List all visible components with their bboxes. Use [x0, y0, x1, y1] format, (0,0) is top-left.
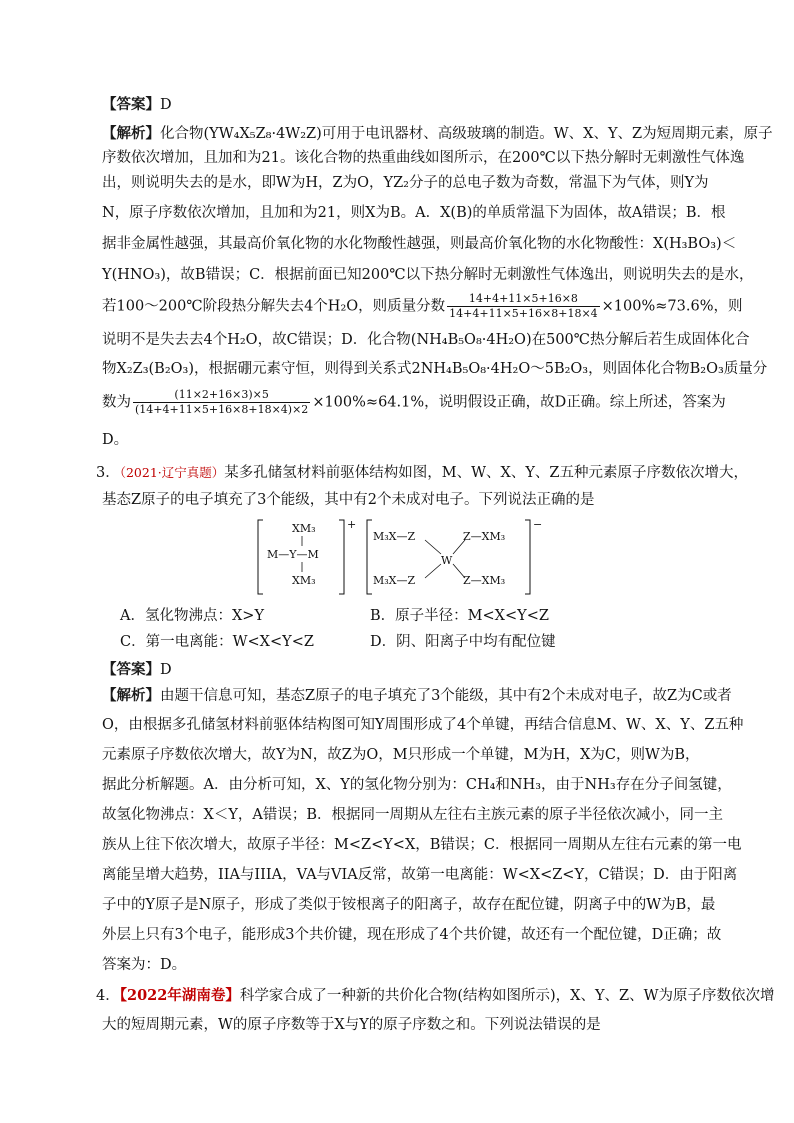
analysis-text: 外层上只有3个电子，能形成3个共价键，现在形成了4个共价键，故还有一个配位键，D正确；故: [102, 927, 722, 943]
analysis-text: 元素原子序数依次增大，故Y为N，故Z为O，M只形成一个单键，M为H，X为C，则W为B，: [102, 747, 700, 763]
answer-value: D: [160, 662, 172, 678]
analysis-label: 【解析】: [102, 687, 160, 704]
bracket-right: [525, 520, 530, 594]
analysis-text: 答案为：D。: [102, 957, 187, 973]
structure-svg: [255, 518, 555, 598]
anion-top-left: M₃X—Z: [373, 530, 416, 543]
question-text: 大的短周期元素，W的原子序数等于X与Y的原子序数之和。下列说法错误的是: [102, 1017, 601, 1033]
anion-charge: −: [533, 518, 543, 531]
option-c[interactable]: C．第一电离能：W<X<Y<Z: [120, 634, 314, 650]
analysis-formula-line: [102, 292, 743, 321]
analysis-text: 由题干信息可知，基态Z原子的电子填充了3个能级，其中有2个未成对电子，故Z为C或者: [160, 688, 732, 704]
bond: [425, 540, 441, 554]
analysis-text: 离能呈增大趋势，IIA与IIIA，VA与VIA反常，故第一电离能：W<X<Z<Y，C错误；D．由于阳离: [102, 867, 738, 883]
analysis-text: 据此分析解题。A．由分析可知，X、Y的氢化物分别为：CH₄和NH₃，由于NH₃存在分子间氢键，: [102, 777, 732, 793]
anion-bottom-right: Z—XM₃: [463, 574, 506, 587]
bracket-left: [367, 520, 372, 594]
analysis-formula-line: [102, 388, 726, 417]
option-d[interactable]: D．阴、阳离子中均有配位键: [370, 634, 556, 650]
fraction-denominator: 14+4+11×5+16×8+18×4: [449, 307, 598, 320]
cation-top: XM₃: [292, 522, 316, 535]
analysis-line: [102, 683, 732, 709]
analysis-text: Y(HNO₃)，故B错误；C．根据前面已知200℃以下热分解时无刺激性气体逸出，则说明失去的是水，: [102, 267, 754, 283]
cation-charge: +: [347, 518, 357, 531]
question-text: 某多孔储氢材料前驱体结构如图，M、W、X、Y、Z五种元素原子序数依次增大，: [224, 465, 748, 481]
cation-middle: M—Y—M: [267, 548, 319, 561]
anion-bottom-left: M₃X—Z: [373, 574, 416, 587]
option-a[interactable]: A．氢化物沸点：X>Y: [120, 608, 265, 624]
answer-value: D: [160, 97, 172, 113]
anion-top-right: Z—XM₃: [463, 530, 506, 543]
question-stem: [96, 983, 775, 1009]
analysis-text: 说明不是失去去4个H₂O，故C错误；D．化合物(NH₄B₅O₈·4H₂O)在500℃热分解后若生成固体化合: [102, 332, 750, 348]
analysis-text: 化合物(YW₄X₅Z₈·4W₂Z)可用于电讯器材、高级玻璃的制造。W、X、Y、Z为短周期元素，原子: [160, 126, 773, 142]
analysis-text: 据非金属性越强，其最高价氧化物的水化物酸性越强，则最高价氧化物的水化物酸性：X(H₃BO₃)＜: [102, 236, 737, 252]
fraction: [133, 388, 310, 417]
bracket-left: [258, 520, 263, 594]
analysis-text: 故氢化物沸点：X＜Y，A错误；B．根据同一周期从左往右主族元素的原子半径依次减小，同一主: [102, 807, 724, 823]
question-number: 3．: [96, 465, 120, 481]
analysis-text: 数为: [102, 394, 131, 411]
fraction: [447, 292, 600, 321]
answer-label: 【答案】: [102, 96, 160, 113]
options-row: [120, 604, 620, 629]
bond: [425, 564, 441, 578]
question-source: （2021·辽宁真题）: [119, 465, 225, 480]
question-text: 科学家合成了一种新的共价化合物(结构如图所示)，X、Y、Z、W为原子序数依次增: [239, 988, 775, 1004]
answer-line: [102, 657, 694, 683]
analysis-text: ×100%≈64.1%，说明假设正确，故D正确。综上所述，答案为: [312, 394, 726, 411]
analysis-text: D。: [102, 432, 129, 448]
answer-label: 【答案】: [102, 661, 160, 678]
question-number: 4．: [96, 988, 120, 1004]
anion-center: W: [441, 554, 453, 567]
analysis-text: 族从上往下依次增大，故原子半径：M<Z<Y<X，B错误；C．根据同一周期从左往右元素的第一电: [102, 837, 742, 853]
analysis-text: 若100～200℃阶段热分解失去4个H₂O，则质量分数: [102, 298, 446, 315]
analysis-text: O，由根据多孔储氢材料前驱体结构图可知Y周围形成了4个单键，再结合信息M、W、X、Y、Z五种: [102, 717, 744, 733]
fraction-denominator: (14+4+11×5+16×8+18×4)×2: [135, 403, 309, 416]
analysis-label: 【解析】: [102, 125, 160, 142]
analysis-line: [102, 121, 773, 147]
analysis-text: 物X₂Z₃(B₂O₃)，根据硼元素守恒，则得到关系式2NH₄B₅O₈·4H₂O～5B₂O₃，则固体化合物B₂O₃质量分: [102, 361, 768, 377]
analysis-text: 出，则说明失去的是水，即W为H，Z为O，YZ₂分子的总电子数为奇数，常温下为气体，则Y为: [102, 175, 709, 191]
options-row: [120, 630, 620, 655]
question-stem: [96, 460, 748, 486]
fraction-numerator: 14+4+11×5+16×8: [447, 292, 600, 307]
analysis-text: 序数依次增加，且加和为21。该化合物的热重曲线如图所示，在200℃以下热分解时无刺激性气体逸: [102, 150, 745, 166]
analysis-text: ×100%≈73.6%，则: [601, 298, 743, 315]
question-text: 基态Z原子的电子填充了3个能级，其中有2个未成对电子。下列说法正确的是: [102, 492, 595, 508]
structure-diagram: [255, 518, 555, 598]
fraction-numerator: (11×2+16×3)×5: [133, 388, 310, 403]
option-b[interactable]: B．原子半径：M<X<Y<Z: [370, 608, 549, 624]
answer-line: [102, 92, 694, 118]
analysis-text: 子中的Y原子是N原子，形成了类似于铵根离子的阳离子，故存在配位键，阴离子中的W为B，最: [102, 897, 716, 913]
cation-bottom: XM₃: [292, 574, 316, 587]
question-source: 【2022年湖南卷】: [119, 987, 240, 1004]
bracket-right: [339, 520, 344, 594]
analysis-text: N，原子序数依次增加，且加和为21，则X为B。A．X(B)的单质常温下为固体，故A错误；B．根: [102, 205, 726, 221]
